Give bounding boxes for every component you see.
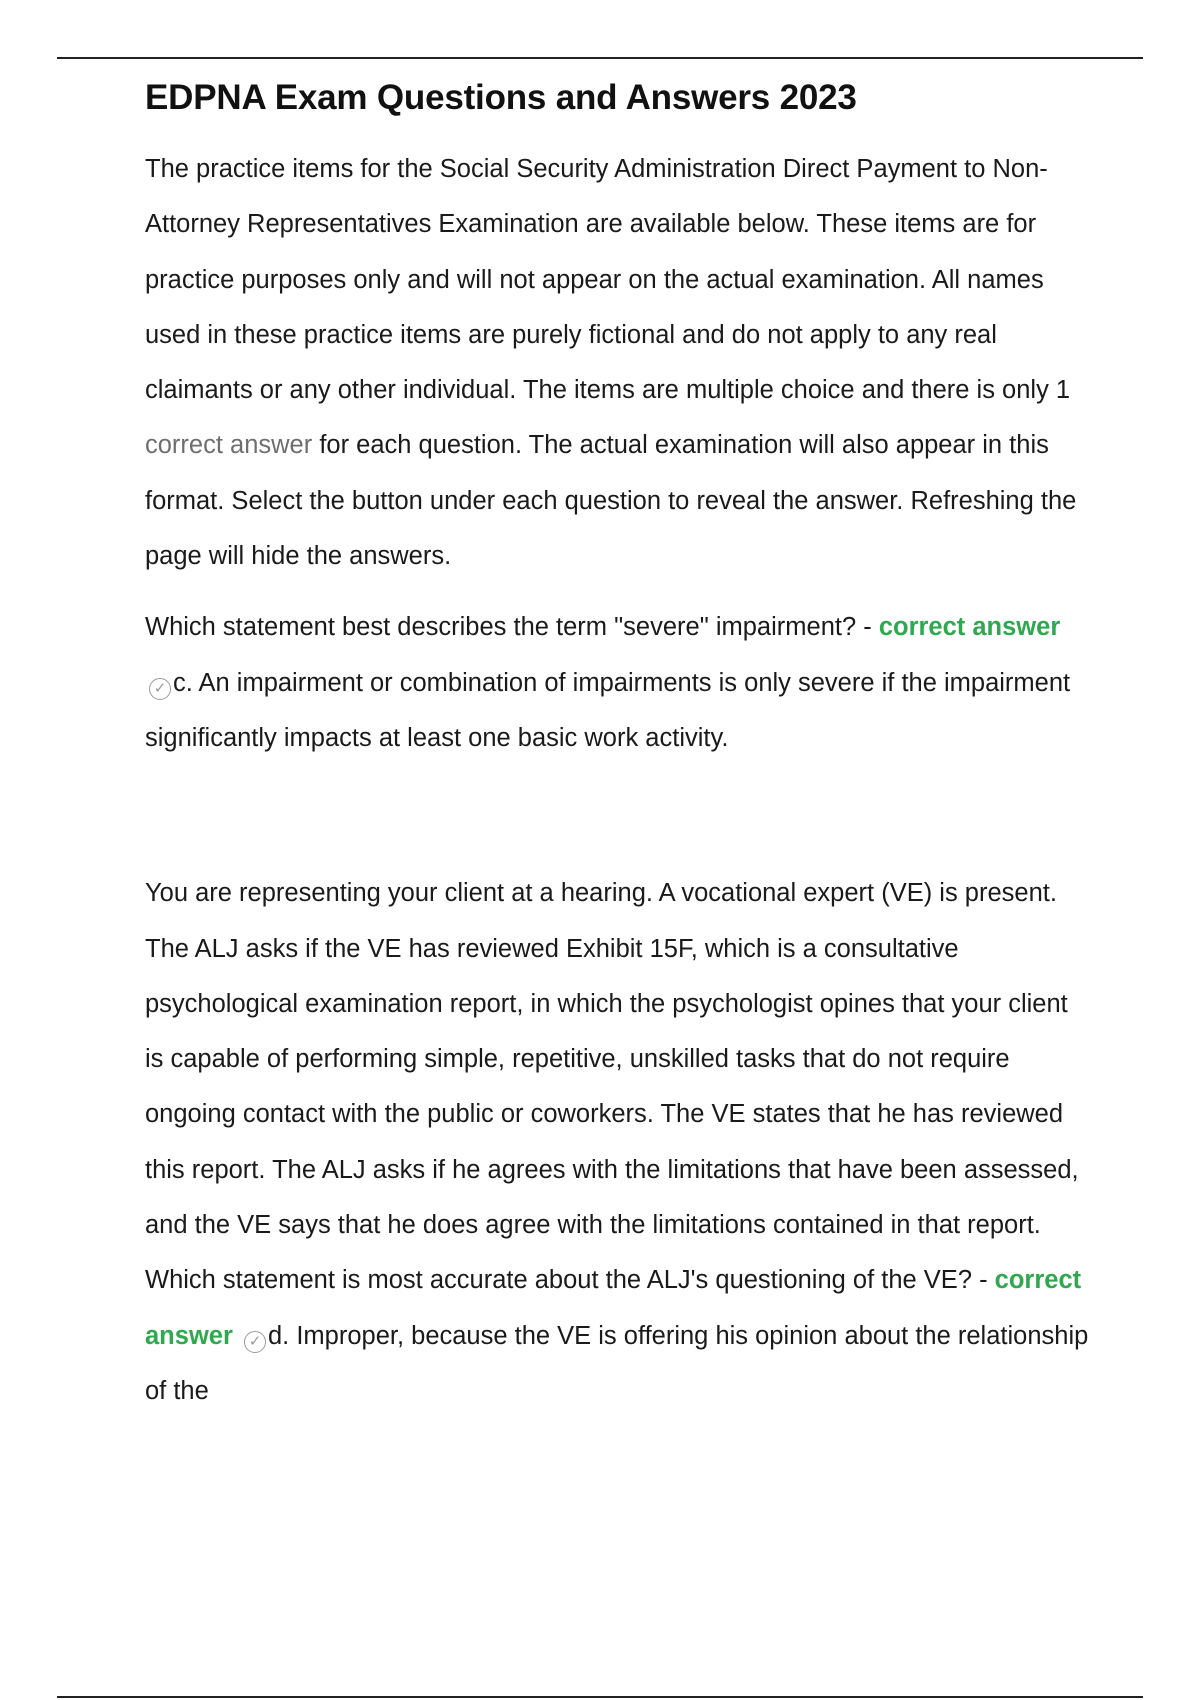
- check-circle-icon: ✓: [244, 1331, 266, 1353]
- intro-text-start: The practice items for the Social Security Administration Direct Payment to Non-Attorney Representatives Examination are available below. These items are for practice purposes only and will not appear on the actual examination. All names used in these practice items are purely fictional and do not apply to any real claimants or any other individual. The items are multiple choice and there is only 1: [145, 155, 1071, 405]
- correct-answer-link[interactable]: correct answer: [145, 431, 313, 460]
- document-body: [145, 72, 1090, 1419]
- question-1: [145, 600, 1090, 766]
- top-rule: [57, 57, 1143, 59]
- question-spacer: [145, 766, 1090, 866]
- question-1-answer-label: correct answer: [878, 613, 1061, 642]
- question-1-answer: c. An impairment or combination of impairments is only severe if the impairment significantly impacts at least one basic work activity.: [145, 668, 1071, 752]
- intro-paragraph: [145, 142, 1090, 584]
- question-2-answer-label: correct answer: [145, 1266, 1082, 1350]
- check-circle-icon: ✓: [149, 678, 171, 700]
- bottom-rule: [57, 1696, 1143, 1698]
- question-2: [145, 866, 1090, 1419]
- intro-text-end: for each question. The actual examination will also appear in this format. Select the button under each question to reveal the answer. Refreshing the page will hide the answers.: [145, 431, 1077, 571]
- question-2-answer: d. Improper, because the VE is offering his opinion about the relationship of the: [145, 1321, 1089, 1405]
- page-title: EDPNA Exam Questions and Answers 2023: [145, 78, 857, 117]
- question-1-text: Which statement best describes the term "severe" impairment? -: [145, 613, 879, 642]
- question-2-text: You are representing your client at a hearing. A vocational expert (VE) is present. The ALJ asks if the VE has reviewed Exhibit 15F, which is a consultative psychological examination report, in which the psychologist opines that your client is capable of performing simple, repetitive, unskilled tasks that do not require ongoing contact with the public or coworkers. The VE states that he has reviewed this report. The ALJ asks if he agrees with the limitations that have been assessed, and the VE says that he does agree with the limitations contained in that report. Which statement is most accurate about the ALJ's questioning of the VE? -: [145, 879, 1079, 1295]
